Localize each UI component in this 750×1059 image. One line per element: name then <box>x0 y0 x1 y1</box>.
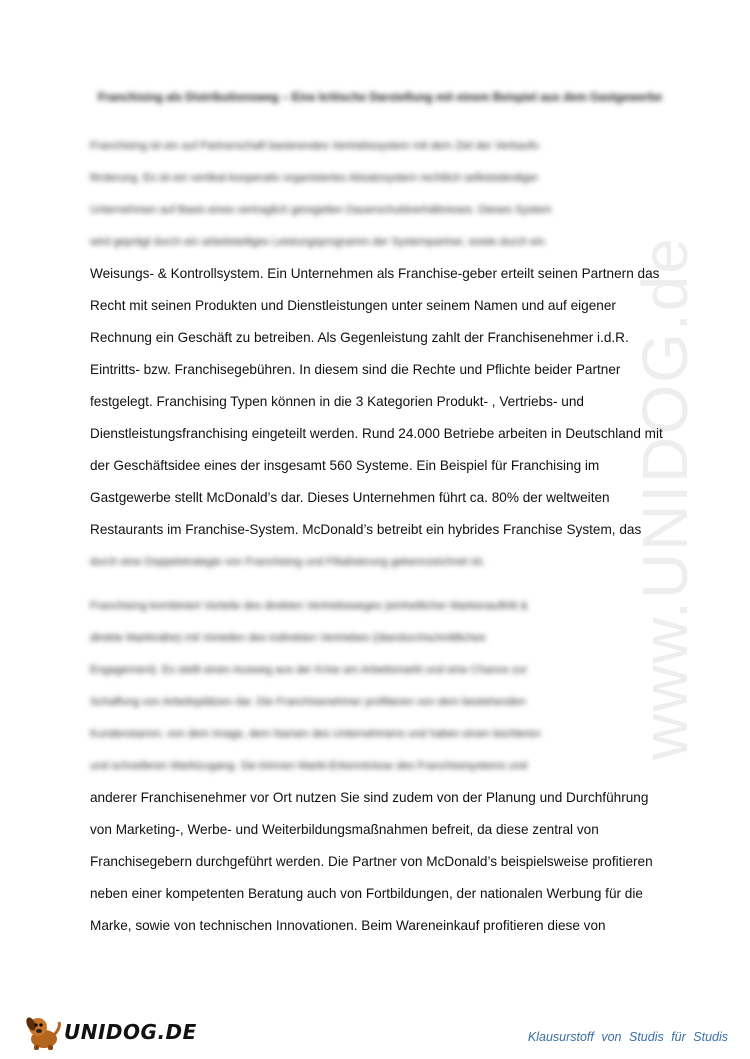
text-line: Franchisegebern durchgeführt werden. Die Partner von McDonald’s beispielsweise profitieren <box>90 854 653 869</box>
text-line: Unternehmen auf Basis eines vertraglich geregelten Dauerschuldverhältnisses. Dieses System <box>90 204 552 216</box>
text-line: Franchising ist ein auf Partnerschaft basierendes Vertriebssystem mit dem Ziel der Verkaufs- <box>90 140 542 152</box>
watermark: www.UNIDOG.de <box>629 236 701 760</box>
text-line: Recht mit seinen Produkten und Dienstleistungen unter seinem Namen und auf eigener <box>90 298 616 313</box>
text-line: wird geprägt durch ein arbeitsteiliges Leistungsprogramm der Systempartner, sowie durch ein <box>90 236 545 248</box>
text-line: und schnelleren Marktzugang. Sie können Markt-Erkenntnisse des Franchisesystems und <box>90 760 528 772</box>
text-line: der Geschäftsidee eines der insgesamt 560 Systeme. Ein Beispiel für Franchising im <box>90 458 600 473</box>
text-line: Dienstleistungsfranchising eingeteilt werden. Rund 24.000 Betriebe arbeiten in Deutschland mit <box>90 426 663 441</box>
text-line: festgelegt. Franchising Typen können in die 3 Kategorien Produkt- , Vertriebs- und <box>90 394 584 409</box>
text-line: Schaffung von Arbeitsplätzen dar. Die Franchisenehmer profitieren von dem bestehenden <box>90 696 526 708</box>
text-line: Engagement). Es stellt einen Ausweg aus der Krise am Arbeitsmarkt und eine Chance zur <box>90 664 528 676</box>
text-line: neben einer kompetenten Beratung auch von Fortbildungen, der nationalen Werbung für die <box>90 886 643 901</box>
footer-logo[interactable] <box>22 1012 197 1052</box>
text-line: förderung. Es ist ein vertikal-kooperativ organisiertes Absatzsystem rechtlich selbstständiger <box>90 172 539 184</box>
logo-text: UNIDOG.DE <box>64 1020 197 1044</box>
text-line: Restaurants im Franchise-System. McDonald’s betreibt ein hybrides Franchise System, das <box>90 522 642 537</box>
text-line: Gastgewerbe stellt McDonald’s dar. Dieses Unternehmen führt ca. 80% der weltweiten <box>90 490 610 505</box>
text-line: Weisungs- & Kontrollsystem. Ein Unternehmen als Franchise-geber erteilt seinen Partnern das <box>90 266 660 281</box>
text-line: Marke, sowie von technischen Innovationen. Beim Wareneinkauf profitieren diese von <box>90 918 606 933</box>
dog-mascot-icon <box>22 1012 64 1052</box>
text-line: Rechnung ein Geschäft zu betreiben. Als Gegenleistung zahlt der Franchisenehmer i.d.R. <box>90 330 629 345</box>
text-line: Franchising kombiniert Vorteile des direkten Vertriebsweges (einheitlicher Markenauftritt & <box>90 600 528 612</box>
text-line: direkte Marktnähe) mit Vorteilen des indirekten Vertriebes (überdurchschnittliches <box>90 632 486 644</box>
text-line: anderer Franchisenehmer vor Ort nutzen Sie sind zudem von der Planung und Durchführung <box>90 790 649 805</box>
text-line: Eintritts- bzw. Franchisegebühren. In diesem sind die Rechte und Pflichte beider Partner <box>90 362 621 377</box>
footer-slogan: Klausurstoff von Studis für Studis <box>527 1030 728 1044</box>
text-line: durch eine Doppelstrategie von Franchising und Filialisierung gekennzeichnet ist. <box>90 556 486 568</box>
document-title: Franchising als Distributionsweg – Eine kritische Darstellung mit einem Beispiel aus dem Gastgewerbe <box>97 92 663 104</box>
text-line: Kundenstamm, von dem Image, dem Namen des Unternehmens und haben einen leichteren <box>90 728 541 740</box>
text-line: von Marketing-, Werbe- und Weiterbildungsmaßnahmen befreit, da diese zentral von <box>90 822 599 837</box>
